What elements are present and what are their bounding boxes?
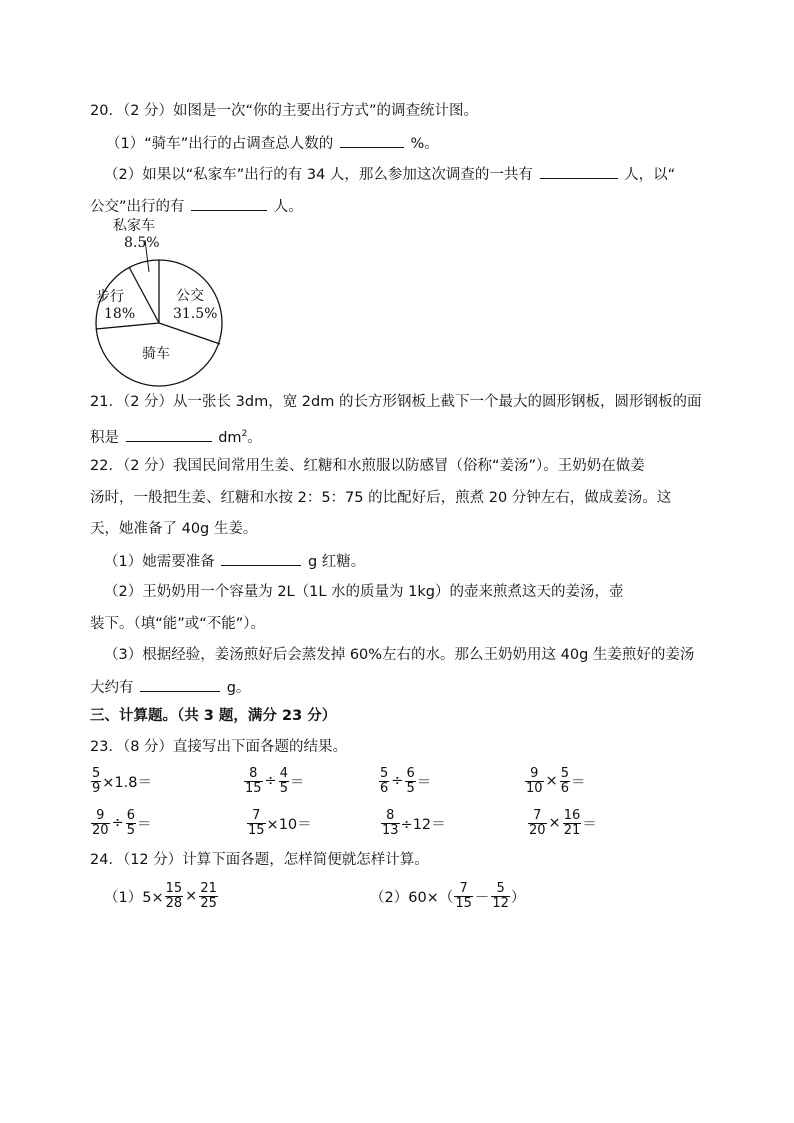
q21-unit-exp: 2 [241,429,248,439]
numerator: 21 [200,880,217,896]
answer-blank[interactable] [540,164,618,179]
denominator: 5 [126,822,135,838]
fraction [525,767,544,796]
expression-rest: ×1.8＝ [102,774,152,791]
numerator: 16 [563,807,581,823]
fraction [379,767,389,796]
fraction [454,882,473,911]
denominator: 28 [165,895,183,911]
fraction [560,767,570,796]
q21-text: 积是 [90,429,119,446]
answer-blank[interactable] [340,133,404,148]
numerator: 7 [454,882,473,897]
calc-item-6 [246,803,312,843]
fraction [247,809,266,838]
denominator: 6 [380,780,389,796]
calc-item-3 [378,761,431,801]
slice-boundary [159,323,220,344]
q22-part3-unit: g。 [226,680,251,696]
slice-label-qiche: 骑车 [142,346,170,362]
calc-item-8 [527,803,597,843]
q23-title: 23．（8 分）直接写出下面各题的结果。 [90,739,348,755]
calc-item-2 [243,761,304,801]
q22-part1-text: （1）她需要准备 [104,554,215,570]
q22-part2: （2）王奶奶用一个容量为 2L（1L 水的质量为 1kg）的壶来煎煮这天的姜汤，壶 [104,584,624,600]
q20-part2-text4: 人。 [273,199,303,215]
q20-part1 [106,133,439,154]
numerator: 7 [528,809,547,824]
fraction [165,882,184,911]
fraction [563,809,582,838]
section-heading: 三、计算题。（共 3 题，满分 23 分） [90,708,337,724]
operator: － [474,889,490,906]
q20-part2 [104,164,675,185]
q20-title: 20．（2 分）如图是一次“你的主要出行方式”的调查统计图。 [90,103,479,119]
expression-rest: ÷12＝ [400,816,446,833]
slice-value-buxing: 18% [104,306,136,322]
fraction [381,809,400,838]
q24-title: 24．（12 分）计算下面各题，怎样简便就怎样计算。 [90,852,429,868]
denominator: 9 [92,780,101,796]
fraction [279,767,289,796]
q20-part1-text: （1）“骑车”出行的占调查总人数的 [106,136,334,152]
numerator: 8 [381,809,400,824]
slice-label-sijiache: 私家车 [113,218,155,234]
operator: × [548,815,561,831]
denominator: 5 [406,780,415,796]
slice-value-sijiache: 8.5% [124,235,160,251]
q22-part1 [104,551,365,572]
equals-sign: ＝ [416,774,432,791]
denominator: 5 [279,780,288,796]
q20-part2-text: （2）如果以“私家车”出行的有 34 人，那么参加这次调查的一共有 [104,167,533,183]
fraction [199,882,218,911]
expression-suffix: ） [510,889,526,906]
calc-item-4 [524,761,585,801]
numerator: 7 [247,809,266,824]
numerator: 9 [525,767,544,782]
numerator: 6 [406,765,415,781]
fraction [91,809,110,838]
q22-part2-cont: 装下。（填“能”或“不能”）。 [90,616,266,632]
slice-label-gongjiao: 公交 [176,288,204,304]
q20-part1-unit: %。 [410,136,439,152]
denominator: 20 [92,822,109,838]
q22-part1-unit: g 红糖。 [307,554,366,570]
expression-rest: ×10＝ [266,816,312,833]
slice-label-buxing: 步行 [96,289,124,305]
q22-line1: 22．（2 分）我国民间常用生姜、红糖和水煎服以防感冒（俗称“姜汤”）。王奶奶在做姜 [90,458,645,474]
equals-sign: ＝ [136,816,152,833]
q24-part2 [370,876,525,916]
pie-chart [88,212,233,387]
q20-part2-text2: 人，以“ [624,167,676,183]
expression-prefix: （1）5× [104,889,164,906]
fraction [528,809,547,838]
denominator: 6 [560,780,569,796]
denominator: 10 [526,780,543,796]
denominator: 25 [200,895,217,911]
expression-prefix: （2）60×（ [370,889,454,906]
q21-line1: 21．（2 分）从一张长 3dm，宽 2dm 的长方形钢板上截下一个最大的圆形钢板，圆形钢板的面 [90,394,702,410]
numerator: 15 [165,880,183,896]
numerator: 4 [279,765,288,781]
fraction [91,767,101,796]
operator: ÷ [264,773,277,789]
numerator: 6 [126,807,135,823]
equals-sign: ＝ [289,774,305,791]
q22-part3: （3）根据经验，姜汤煎好后会蒸发掉 60%左右的水。那么王奶奶用这 40g 生姜煎好的姜汤 [104,647,695,663]
fraction [405,767,415,796]
q24-part1 [104,876,219,916]
calc-item-5 [90,803,151,843]
denominator: 20 [529,822,546,838]
q21-end: 。 [247,429,262,446]
slice-boundary [96,323,159,329]
denominator: 15 [248,822,265,838]
q22-part3-text: 大约有 [90,680,134,696]
operator: × [545,773,558,789]
q22-line2: 汤时，一般把生姜、红糖和水按 2：5：75 的比配好后，煎煮 20 分钟左右，做成姜汤。这 [90,490,672,506]
equals-sign: ＝ [582,816,597,833]
equals-sign: ＝ [570,774,586,791]
denominator: 15 [455,895,472,911]
numerator: 9 [91,809,110,824]
calc-item-7 [380,803,446,843]
q21-unit: dm [218,429,242,446]
answer-blank[interactable] [191,196,267,211]
denominator: 15 [245,780,262,796]
operator: × [185,888,198,904]
denominator: 21 [563,822,581,838]
denominator: 12 [492,895,509,911]
answer-blank[interactable] [140,677,220,692]
slice-value-gongjiao: 31.5% [173,306,218,322]
answer-blank[interactable] [221,551,301,566]
calc-item-1 [90,761,152,801]
denominator: 13 [382,822,399,838]
numerator: 5 [380,765,389,781]
q22-line3: 天，她准备了 40g 生姜。 [90,521,258,537]
fraction [126,809,136,838]
q20-part2-text3: 公交”出行的有 [90,199,185,215]
numerator: 5 [560,765,569,781]
fraction [244,767,263,796]
q22-part3-cont [90,677,250,698]
numerator: 5 [491,882,510,897]
operator: ÷ [111,815,124,831]
numerator: 5 [92,765,101,781]
answer-blank[interactable] [126,427,212,442]
q21-line2 [90,424,262,448]
numerator: 8 [244,767,263,782]
operator: ÷ [391,773,404,789]
fraction [491,882,510,911]
